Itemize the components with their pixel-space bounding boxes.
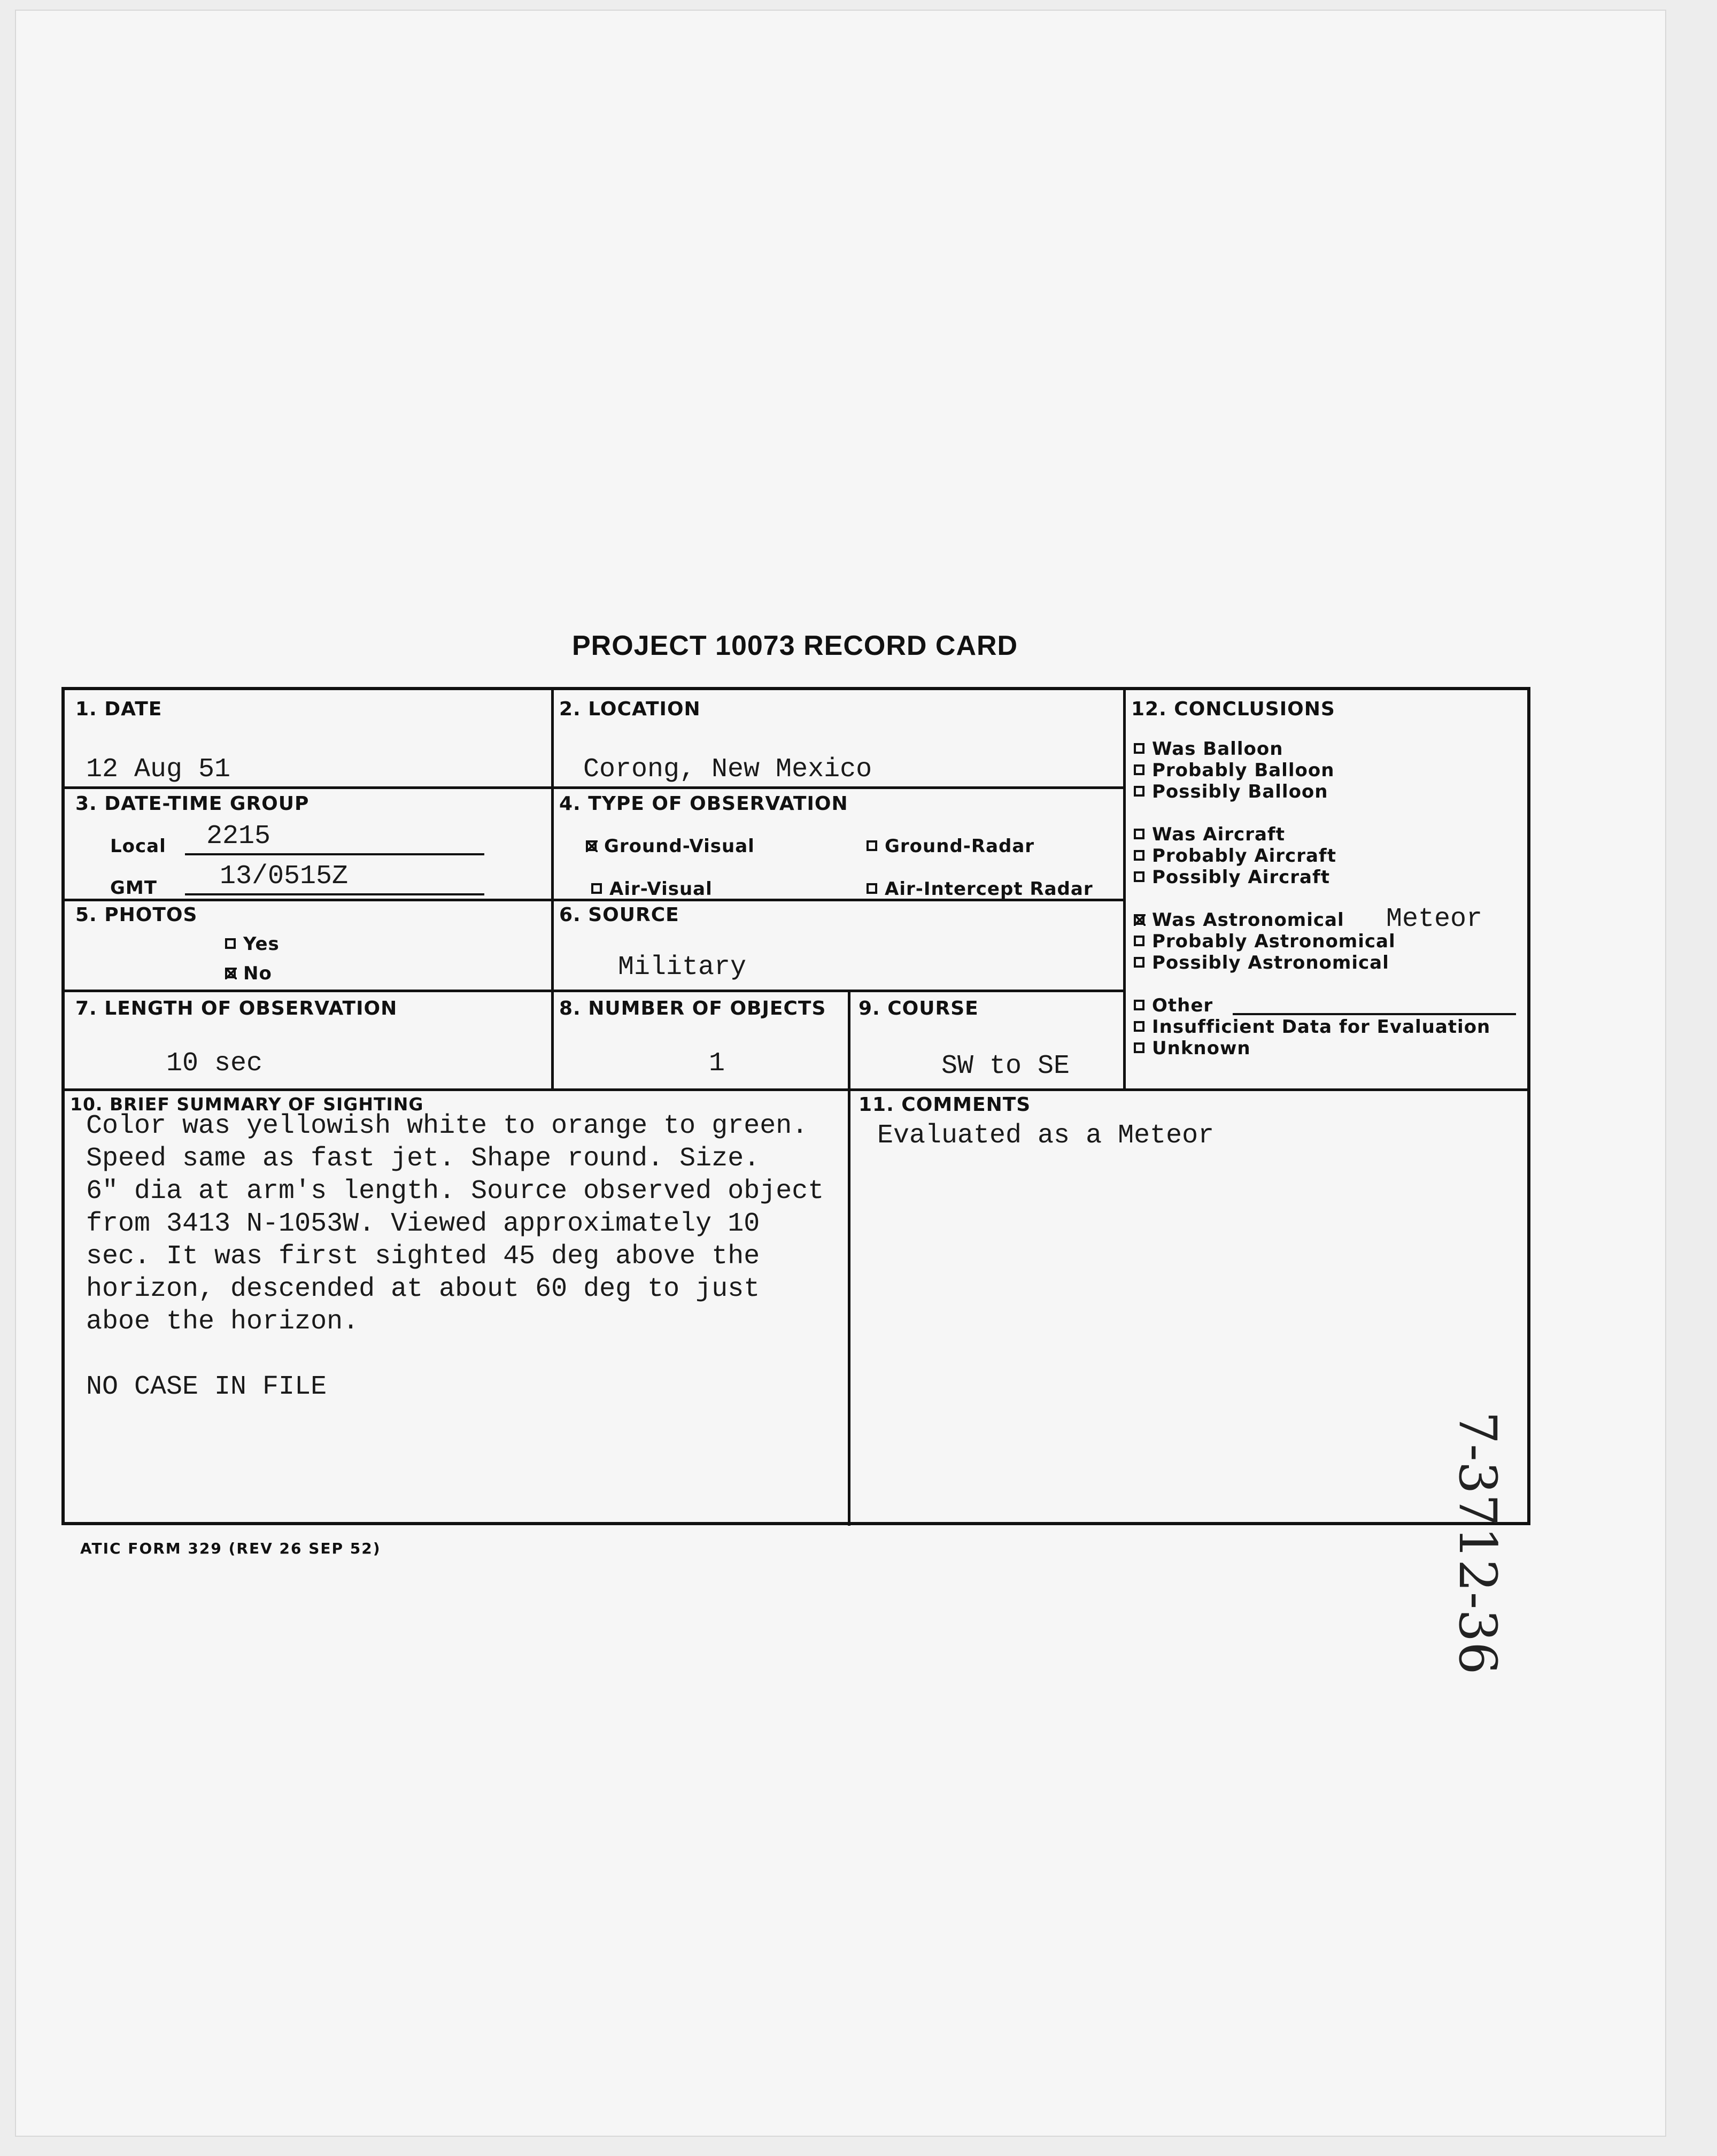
length-label: 7. LENGTH OF OBSERVATION (75, 998, 398, 1019)
divider (848, 990, 850, 1526)
checkbox-icon (1134, 1042, 1144, 1053)
conclusion-item (1134, 952, 1389, 973)
course-label: 9. COURSE (858, 998, 979, 1019)
divider (65, 990, 1123, 992)
checkbox-icon (1134, 871, 1144, 882)
number-label: 8. NUMBER OF OBJECTS (559, 998, 826, 1019)
summary-line: aboe the horizon. (86, 1307, 359, 1337)
other-underline (1233, 1013, 1516, 1015)
conclusion-item (1134, 867, 1330, 888)
number-value: 1 (709, 1048, 725, 1079)
source-value: Military (618, 952, 747, 983)
type-label: 4. TYPE OF OBSERVATION (559, 793, 848, 815)
summary-line: Speed same as fast jet. Shape round. Size. (86, 1143, 760, 1174)
checkbox-icon (1134, 936, 1144, 946)
card-title: PROJECT 10073 RECORD CARD (572, 630, 1018, 661)
location-label: 2. LOCATION (559, 698, 701, 720)
photos-label: 5. PHOTOS (75, 904, 198, 926)
date-value: 12 Aug 51 (86, 754, 231, 785)
option-label: No (243, 963, 272, 984)
local-label: Local (110, 836, 166, 857)
checkbox-icon (867, 883, 877, 894)
record-card (61, 687, 1530, 1525)
divider (65, 1088, 1529, 1091)
conclusion-label: Possibly Balloon (1152, 781, 1328, 802)
checkbox-icon (1134, 786, 1144, 797)
conclusion-item (1134, 1038, 1251, 1059)
conclusion-item (1134, 909, 1344, 931)
conclusion-item (1134, 781, 1328, 802)
type-option-ground-radar (867, 836, 1034, 857)
conclusion-label: Probably Astronomical (1152, 931, 1396, 952)
conclusion-label: Was Balloon (1152, 738, 1283, 760)
checkbox-icon (867, 840, 877, 851)
conclusion-label: Unknown (1152, 1038, 1251, 1059)
conclusion-item (1134, 995, 1213, 1016)
conclusion-label: Was Astronomical (1152, 909, 1344, 931)
type-option-ground-visual (586, 836, 755, 857)
conclusion-item (1134, 931, 1396, 952)
conclusion-label: Probably Aircraft (1152, 845, 1336, 867)
margin-handwriting: 7-3712-36 (1448, 1411, 1507, 1675)
summary-text (86, 1110, 824, 1338)
conclusion-item (1134, 738, 1283, 760)
checkbox-icon (1134, 829, 1144, 839)
photos-no (225, 963, 272, 984)
summary-line: from 3413 N-1053W. Viewed approximately 10 (86, 1209, 760, 1239)
gmt-underline (185, 893, 484, 895)
conclusion-label: Possibly Aircraft (1152, 867, 1331, 888)
conclusion-label: Possibly Astronomical (1152, 952, 1389, 973)
type-option-air-intercept-radar (867, 878, 1093, 900)
checkbox-icon (1134, 957, 1144, 968)
conclusion-item (1134, 845, 1336, 867)
option-label: Yes (243, 933, 280, 955)
option-label: Air-Intercept Radar (885, 878, 1093, 900)
summary-line: 6" dia at arm's length. Source observed object (86, 1176, 824, 1207)
conclusion-label: Other (1152, 995, 1213, 1016)
checkbox-icon (1134, 1000, 1144, 1010)
date-label: 1. DATE (75, 698, 163, 720)
conclusion-label: Probably Balloon (1152, 760, 1335, 781)
checkbox-icon (591, 883, 602, 894)
option-label: Air-Visual (609, 878, 713, 900)
summary-line: horizon, descended at about 60 deg to just (86, 1274, 760, 1304)
gmt-label: GMT (110, 877, 157, 899)
form-footer: ATIC FORM 329 (REV 26 SEP 52) (80, 1540, 381, 1557)
astronomical-note: Meteor (1386, 904, 1483, 934)
location-value: Corong, New Mexico (583, 754, 872, 785)
checkbox-icon (586, 840, 597, 851)
conclusion-label: Insufficient Data for Evaluation (1152, 1016, 1491, 1038)
conclusion-label: Was Aircraft (1152, 824, 1285, 845)
local-value: 2215 (206, 821, 271, 852)
summary-line: Color was yellowish white to orange to green. (86, 1111, 808, 1141)
conclusion-item (1134, 824, 1285, 845)
summary-label: 10. BRIEF SUMMARY OF SIGHTING (70, 1094, 424, 1115)
option-label: Ground-Radar (885, 836, 1035, 857)
option-label: Ground-Visual (604, 836, 755, 857)
source-label: 6. SOURCE (559, 904, 679, 926)
local-underline (185, 853, 484, 855)
length-value: 10 sec (166, 1048, 263, 1079)
conclusion-item (1134, 1016, 1490, 1038)
checkbox-icon (1134, 764, 1144, 775)
conclusions-label: 12. CONCLUSIONS (1131, 698, 1335, 720)
divider (65, 786, 1123, 789)
checkbox-icon (1134, 743, 1144, 754)
checkbox-icon (1134, 850, 1144, 861)
gmt-value: 13/0515Z (220, 861, 349, 892)
comments-label: 11. COMMENTS (858, 1094, 1031, 1116)
type-option-air-visual (591, 878, 713, 900)
conclusion-item (1134, 760, 1334, 781)
checkbox-icon (1134, 1021, 1144, 1032)
photos-yes (225, 933, 280, 955)
dtg-label: 3. DATE-TIME GROUP (75, 793, 310, 815)
comments-value: Evaluated as a Meteor (877, 1120, 1215, 1151)
divider (551, 690, 554, 1088)
summary-note: NO CASE IN FILE (86, 1372, 327, 1402)
summary-line: sec. It was first sighted 45 deg above the (86, 1241, 760, 1272)
checkbox-icon (225, 968, 236, 978)
checkbox-icon (225, 938, 236, 949)
divider (1123, 690, 1126, 1088)
course-value: SW to SE (941, 1051, 1070, 1081)
checkbox-icon (1134, 914, 1144, 925)
